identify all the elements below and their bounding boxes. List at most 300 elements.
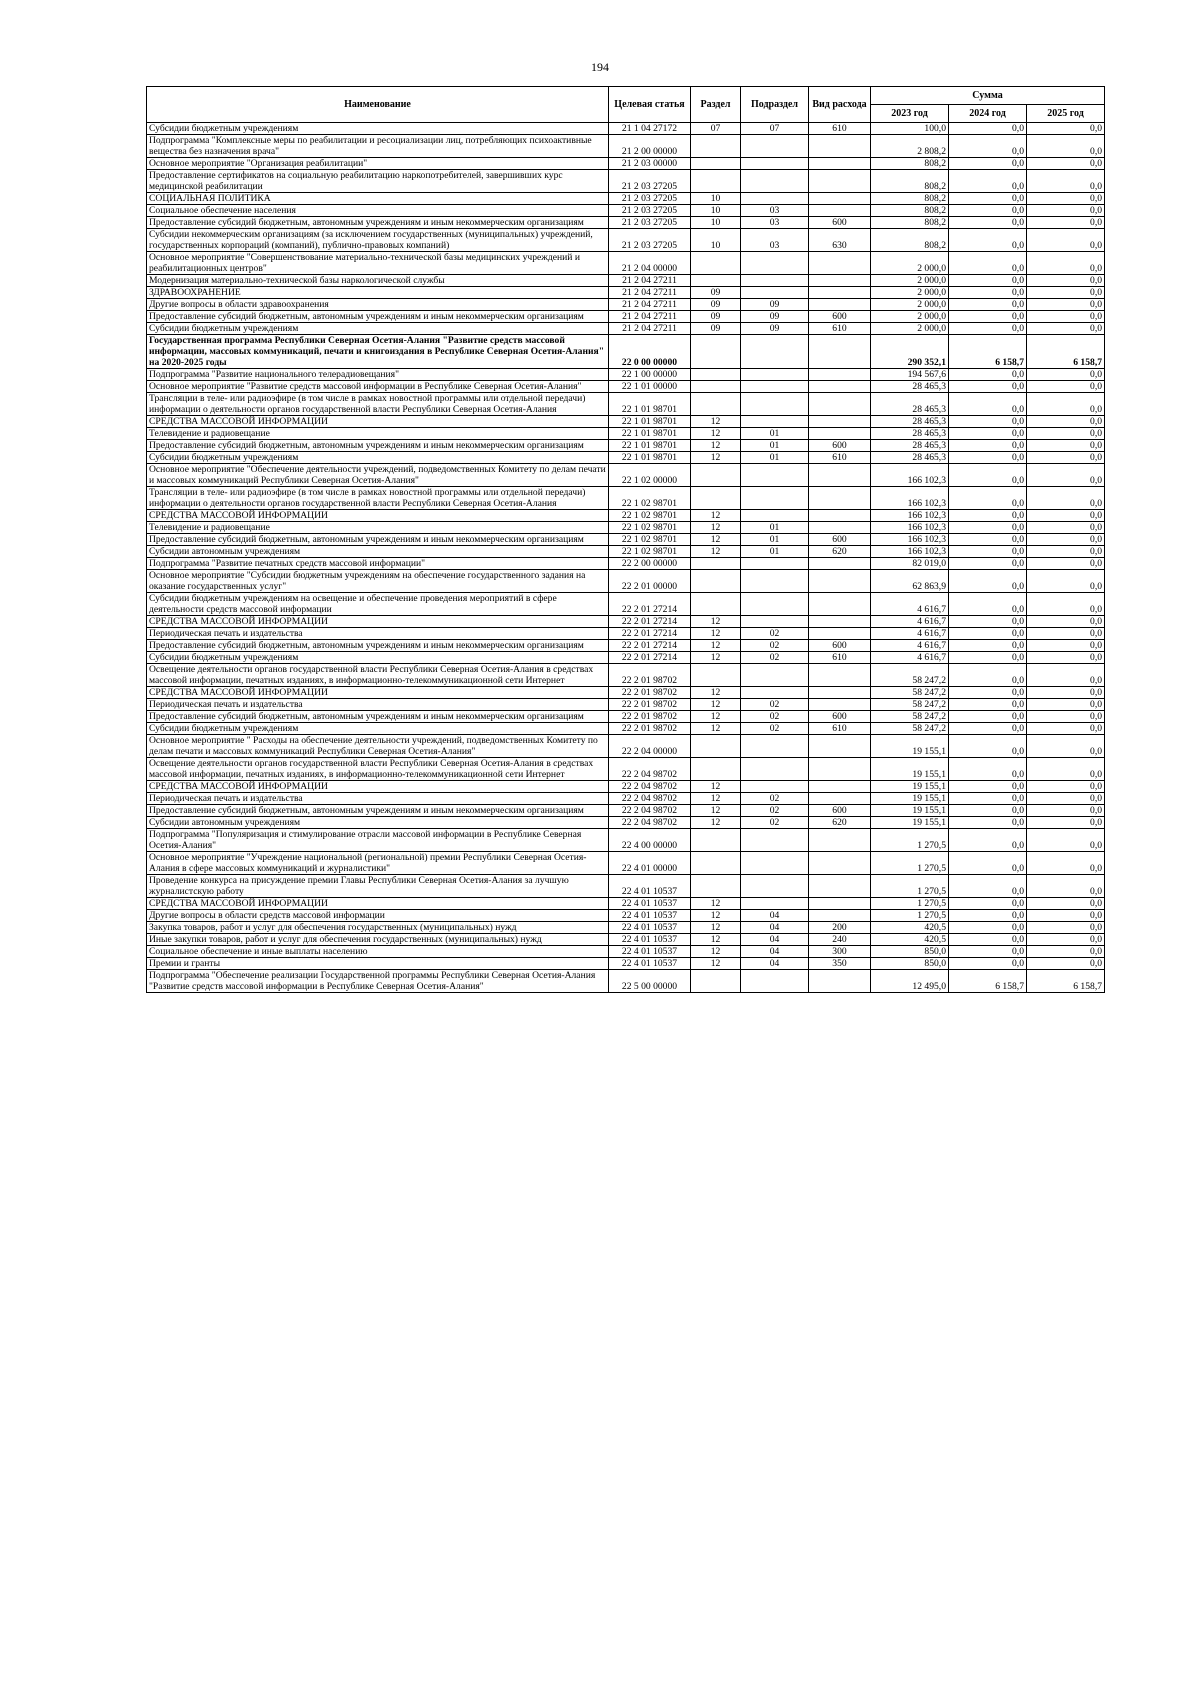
row-sum-2023-cell: 2 000,0 (871, 275, 949, 287)
row-section-cell (691, 393, 741, 416)
row-sum-2023-cell: 82 019,0 (871, 558, 949, 570)
row-expense-type-cell (809, 875, 871, 898)
row-name-cell: Подпрограмма "Обеспечение реализации Государственной программы Республики Северная Осетия-Алания "Развитие средств массовой информации в Республике Северная Осетия-Алания" (147, 970, 609, 993)
row-expense-type-cell: 200 (809, 922, 871, 934)
row-subsection-cell: 07 (741, 123, 809, 135)
row-sum-2024-cell: 0,0 (949, 217, 1027, 229)
row-sum-2025-cell: 0,0 (1027, 852, 1105, 875)
row-subsection-cell (741, 416, 809, 428)
row-expense-type-cell (809, 793, 871, 805)
row-sum-2024-cell: 0,0 (949, 311, 1027, 323)
row-subsection-cell: 01 (741, 428, 809, 440)
row-sum-2023-cell: 4 616,7 (871, 593, 949, 616)
row-expense-type-cell: 620 (809, 546, 871, 558)
table-row (147, 558, 1105, 570)
row-sum-2025-cell: 0,0 (1027, 464, 1105, 487)
table-row (147, 711, 1105, 723)
row-sum-2023-cell: 100,0 (871, 123, 949, 135)
row-sum-2023-cell: 1 270,5 (871, 829, 949, 852)
row-sum-2023-cell: 808,2 (871, 170, 949, 193)
row-sum-2025-cell: 0,0 (1027, 287, 1105, 299)
header-2023: 2023 год (871, 105, 949, 123)
row-code-cell: 22 4 00 00000 (609, 829, 691, 852)
table-row (147, 452, 1105, 464)
row-name-cell: СРЕДСТВА МАССОВОЙ ИНФОРМАЦИИ (147, 416, 609, 428)
row-expense-type-cell: 610 (809, 452, 871, 464)
row-subsection-cell: 01 (741, 534, 809, 546)
row-name-cell: Субсидии бюджетным учреждениям на освещение и обеспечение проведения мероприятий в сфере деятельности средств массовой информации (147, 593, 609, 616)
row-expense-type-cell: 350 (809, 958, 871, 970)
table-row (147, 852, 1105, 875)
row-code-cell: 22 2 04 98702 (609, 758, 691, 781)
row-sum-2025-cell: 0,0 (1027, 381, 1105, 393)
row-section-cell: 12 (691, 898, 741, 910)
row-expense-type-cell (809, 593, 871, 616)
row-subsection-cell: 02 (741, 711, 809, 723)
table-row (147, 440, 1105, 452)
row-code-cell: 21 2 03 27205 (609, 170, 691, 193)
row-sum-2024-cell: 0,0 (949, 875, 1027, 898)
row-code-cell: 22 2 01 00000 (609, 570, 691, 593)
table-row (147, 416, 1105, 428)
row-subsection-cell (741, 829, 809, 852)
table-row (147, 687, 1105, 699)
row-sum-2023-cell: 58 247,2 (871, 723, 949, 735)
row-subsection-cell: 02 (741, 628, 809, 640)
row-section-cell (691, 593, 741, 616)
row-subsection-cell (741, 875, 809, 898)
row-name-cell: СРЕДСТВА МАССОВОЙ ИНФОРМАЦИИ (147, 510, 609, 522)
row-subsection-cell: 01 (741, 522, 809, 534)
row-sum-2023-cell: 58 247,2 (871, 664, 949, 687)
table-row (147, 735, 1105, 758)
table-row (147, 252, 1105, 275)
row-sum-2025-cell: 0,0 (1027, 793, 1105, 805)
row-expense-type-cell (809, 287, 871, 299)
row-sum-2024-cell: 0,0 (949, 946, 1027, 958)
row-code-cell: 21 2 04 27211 (609, 287, 691, 299)
row-expense-type-cell (809, 252, 871, 275)
row-section-cell: 12 (691, 922, 741, 934)
row-expense-type-cell: 610 (809, 323, 871, 335)
row-section-cell: 12 (691, 628, 741, 640)
row-name-cell: Периодическая печать и издательства (147, 628, 609, 640)
row-sum-2025-cell: 0,0 (1027, 593, 1105, 616)
row-sum-2024-cell: 0,0 (949, 640, 1027, 652)
row-section-cell: 12 (691, 546, 741, 558)
row-subsection-cell (741, 193, 809, 205)
row-sum-2025-cell: 0,0 (1027, 229, 1105, 252)
row-sum-2025-cell: 0,0 (1027, 558, 1105, 570)
row-name-cell: СРЕДСТВА МАССОВОЙ ИНФОРМАЦИИ (147, 781, 609, 793)
row-sum-2025-cell: 0,0 (1027, 440, 1105, 452)
row-section-cell (691, 487, 741, 510)
table-row (147, 123, 1105, 135)
row-code-cell: 22 1 02 98701 (609, 487, 691, 510)
row-sum-2024-cell: 0,0 (949, 252, 1027, 275)
row-name-cell: Субсидии автономным учреждениям (147, 817, 609, 829)
row-sum-2024-cell: 0,0 (949, 735, 1027, 758)
table-row (147, 323, 1105, 335)
row-name-cell: Трансляции в теле- или радиоэфире (в том числе в рамках новостной программы или отдельной передачи) информации о деятельности органов государственной власти Республики Северная Осетия-Алания (147, 393, 609, 416)
row-code-cell: 21 2 04 27211 (609, 299, 691, 311)
row-subsection-cell: 01 (741, 440, 809, 452)
row-sum-2025-cell: 0,0 (1027, 735, 1105, 758)
row-section-cell (691, 464, 741, 487)
row-section-cell: 12 (691, 416, 741, 428)
row-subsection-cell (741, 970, 809, 993)
row-name-cell: Освещение деятельности органов государственной власти Республики Северная Осетия-Алания в средствах массовой информации, печатных изданиях, в информационно-телекоммуникационной сети Интернет (147, 758, 609, 781)
row-sum-2025-cell: 0,0 (1027, 640, 1105, 652)
row-section-cell: 12 (691, 934, 741, 946)
row-sum-2024-cell: 0,0 (949, 805, 1027, 817)
table-row (147, 534, 1105, 546)
row-section-cell: 09 (691, 323, 741, 335)
row-code-cell: 22 2 01 27214 (609, 593, 691, 616)
row-subsection-cell (741, 510, 809, 522)
row-expense-type-cell (809, 910, 871, 922)
row-name-cell: Другие вопросы в области средств массовой информации (147, 910, 609, 922)
row-section-cell: 12 (691, 946, 741, 958)
row-sum-2023-cell: 19 155,1 (871, 781, 949, 793)
row-expense-type-cell (809, 664, 871, 687)
row-sum-2025-cell: 0,0 (1027, 416, 1105, 428)
row-sum-2025-cell: 0,0 (1027, 898, 1105, 910)
row-name-cell: Освещение деятельности органов государственной власти Республики Северная Осетия-Алания в средствах массовой информации, печатных изданиях, в информационно-телекоммуникационной сети Интернет (147, 664, 609, 687)
row-section-cell: 12 (691, 699, 741, 711)
row-subsection-cell: 03 (741, 229, 809, 252)
row-code-cell: 22 5 00 00000 (609, 970, 691, 993)
row-sum-2025-cell: 0,0 (1027, 369, 1105, 381)
table-row (147, 898, 1105, 910)
row-name-cell: СРЕДСТВА МАССОВОЙ ИНФОРМАЦИИ (147, 898, 609, 910)
row-sum-2024-cell: 0,0 (949, 287, 1027, 299)
row-name-cell: Подпрограмма "Комплексные меры по реабилитации и ресоциализации лиц, потребляющих психоактивные вещества без назначения врача" (147, 135, 609, 158)
row-expense-type-cell (809, 558, 871, 570)
row-code-cell: 22 2 01 27214 (609, 616, 691, 628)
row-code-cell: 22 4 01 10537 (609, 922, 691, 934)
row-subsection-cell (741, 570, 809, 593)
row-sum-2023-cell: 2 808,2 (871, 135, 949, 158)
row-sum-2023-cell: 808,2 (871, 229, 949, 252)
table-row (147, 664, 1105, 687)
row-section-cell: 12 (691, 793, 741, 805)
row-code-cell: 21 2 04 27211 (609, 311, 691, 323)
row-sum-2025-cell: 0,0 (1027, 170, 1105, 193)
row-code-cell: 22 1 00 00000 (609, 369, 691, 381)
row-sum-2025-cell: 0,0 (1027, 252, 1105, 275)
row-sum-2025-cell: 6 158,7 (1027, 335, 1105, 369)
table-row (147, 628, 1105, 640)
row-sum-2025-cell: 0,0 (1027, 311, 1105, 323)
row-sum-2025-cell: 0,0 (1027, 687, 1105, 699)
row-code-cell: 22 1 02 98701 (609, 546, 691, 558)
row-sum-2024-cell: 0,0 (949, 711, 1027, 723)
row-section-cell: 12 (691, 711, 741, 723)
row-sum-2023-cell: 28 465,3 (871, 452, 949, 464)
row-section-cell: 12 (691, 452, 741, 464)
row-sum-2024-cell: 0,0 (949, 369, 1027, 381)
row-sum-2025-cell: 0,0 (1027, 829, 1105, 852)
row-sum-2025-cell: 0,0 (1027, 922, 1105, 934)
row-section-cell: 12 (691, 652, 741, 664)
row-sum-2025-cell: 0,0 (1027, 487, 1105, 510)
row-sum-2023-cell: 808,2 (871, 193, 949, 205)
row-subsection-cell: 02 (741, 723, 809, 735)
row-code-cell: 22 2 00 00000 (609, 558, 691, 570)
row-section-cell (691, 829, 741, 852)
row-subsection-cell (741, 369, 809, 381)
row-sum-2023-cell: 4 616,7 (871, 652, 949, 664)
table-row (147, 510, 1105, 522)
row-code-cell: 22 1 01 98701 (609, 393, 691, 416)
row-subsection-cell: 03 (741, 217, 809, 229)
row-code-cell: 22 2 04 98702 (609, 781, 691, 793)
row-expense-type-cell (809, 193, 871, 205)
row-sum-2025-cell: 0,0 (1027, 158, 1105, 170)
row-expense-type-cell: 600 (809, 711, 871, 723)
row-name-cell: Предоставление субсидий бюджетным, автономным учреждениям и иным некоммерческим организациям (147, 217, 609, 229)
row-code-cell: 21 2 04 00000 (609, 252, 691, 275)
header-2025: 2025 год (1027, 105, 1105, 123)
row-sum-2025-cell: 0,0 (1027, 570, 1105, 593)
row-section-cell (691, 158, 741, 170)
row-sum-2023-cell: 194 567,6 (871, 369, 949, 381)
row-name-cell: Основное мероприятие "Учреждение национальной (региональной) премии Республики Северная Осетия-Алания в сфере массовых коммуникаций и журналистики" (147, 852, 609, 875)
row-expense-type-cell (809, 687, 871, 699)
row-sum-2024-cell: 0,0 (949, 487, 1027, 510)
row-sum-2024-cell: 0,0 (949, 158, 1027, 170)
row-subsection-cell (741, 593, 809, 616)
table-row (147, 910, 1105, 922)
page-number: 194 (591, 60, 609, 74)
row-sum-2024-cell: 0,0 (949, 723, 1027, 735)
row-sum-2023-cell: 808,2 (871, 158, 949, 170)
row-subsection-cell: 04 (741, 958, 809, 970)
table-row (147, 546, 1105, 558)
table-row (147, 817, 1105, 829)
table-row (147, 640, 1105, 652)
row-sum-2025-cell: 0,0 (1027, 205, 1105, 217)
row-expense-type-cell: 620 (809, 817, 871, 829)
row-section-cell (691, 335, 741, 369)
row-section-cell (691, 970, 741, 993)
row-name-cell: Подпрограмма "Популяризация и стимулирование отрасли массовой информации в Республике Северная Осетия-Алания" (147, 829, 609, 852)
row-sum-2023-cell: 19 155,1 (871, 805, 949, 817)
row-sum-2023-cell: 1 270,5 (871, 852, 949, 875)
row-code-cell: 22 1 02 00000 (609, 464, 691, 487)
row-sum-2023-cell: 4 616,7 (871, 628, 949, 640)
row-subsection-cell: 02 (741, 699, 809, 711)
row-sum-2024-cell: 0,0 (949, 628, 1027, 640)
row-section-cell: 09 (691, 287, 741, 299)
row-name-cell: Субсидии бюджетным учреждениям (147, 652, 609, 664)
row-expense-type-cell: 610 (809, 652, 871, 664)
row-sum-2024-cell: 0,0 (949, 781, 1027, 793)
row-expense-type-cell: 240 (809, 934, 871, 946)
row-code-cell: 21 2 04 27211 (609, 275, 691, 287)
row-expense-type-cell (809, 522, 871, 534)
row-expense-type-cell (809, 781, 871, 793)
row-code-cell: 22 2 04 00000 (609, 735, 691, 758)
row-section-cell: 10 (691, 205, 741, 217)
row-subsection-cell (741, 735, 809, 758)
row-expense-type-cell: 600 (809, 440, 871, 452)
row-sum-2023-cell: 62 863,9 (871, 570, 949, 593)
row-code-cell: 21 2 03 27205 (609, 193, 691, 205)
row-subsection-cell (741, 335, 809, 369)
row-section-cell: 12 (691, 534, 741, 546)
header-2024: 2024 год (949, 105, 1027, 123)
row-expense-type-cell (809, 275, 871, 287)
row-sum-2025-cell: 0,0 (1027, 534, 1105, 546)
row-sum-2023-cell: 2 000,0 (871, 252, 949, 275)
table-row (147, 311, 1105, 323)
row-expense-type-cell (809, 616, 871, 628)
row-name-cell: Предоставление субсидий бюджетным, автономным учреждениям и иным некоммерческим организациям (147, 534, 609, 546)
row-subsection-cell: 04 (741, 934, 809, 946)
row-sum-2024-cell: 0,0 (949, 135, 1027, 158)
row-code-cell: 22 2 01 98702 (609, 723, 691, 735)
row-sum-2023-cell: 4 616,7 (871, 616, 949, 628)
row-sum-2024-cell: 0,0 (949, 534, 1027, 546)
row-section-cell (691, 758, 741, 781)
row-subsection-cell (741, 758, 809, 781)
row-name-cell: СРЕДСТВА МАССОВОЙ ИНФОРМАЦИИ (147, 687, 609, 699)
row-expense-type-cell (809, 299, 871, 311)
row-sum-2024-cell: 0,0 (949, 452, 1027, 464)
table-row (147, 381, 1105, 393)
row-code-cell: 22 1 01 98701 (609, 452, 691, 464)
row-sum-2024-cell: 0,0 (949, 546, 1027, 558)
table-row (147, 922, 1105, 934)
row-sum-2025-cell: 0,0 (1027, 510, 1105, 522)
row-section-cell: 10 (691, 193, 741, 205)
row-section-cell: 12 (691, 958, 741, 970)
row-code-cell: 22 4 01 10537 (609, 898, 691, 910)
row-subsection-cell (741, 381, 809, 393)
row-expense-type-cell (809, 205, 871, 217)
row-name-cell: Субсидии автономным учреждениям (147, 546, 609, 558)
row-name-cell: Модернизация материально-технической базы наркологической службы (147, 275, 609, 287)
header-sum: Сумма (871, 87, 1105, 105)
row-sum-2024-cell: 0,0 (949, 123, 1027, 135)
row-subsection-cell: 04 (741, 922, 809, 934)
row-expense-type-cell: 630 (809, 229, 871, 252)
row-sum-2025-cell: 0,0 (1027, 275, 1105, 287)
row-sum-2024-cell: 0,0 (949, 205, 1027, 217)
row-sum-2023-cell: 4 616,7 (871, 640, 949, 652)
row-name-cell: Основное мероприятие "Обеспечение деятельности учреждений, подведомственных Комитету по делам печати и массовых коммуникаций Республики Северная Осетия-Алания" (147, 464, 609, 487)
row-expense-type-cell (809, 570, 871, 593)
row-section-cell: 12 (691, 781, 741, 793)
row-name-cell: СРЕДСТВА МАССОВОЙ ИНФОРМАЦИИ (147, 616, 609, 628)
row-section-cell: 12 (691, 522, 741, 534)
row-subsection-cell: 02 (741, 793, 809, 805)
budget-table (146, 86, 1105, 993)
row-code-cell: 22 2 01 98702 (609, 687, 691, 699)
row-sum-2025-cell: 0,0 (1027, 193, 1105, 205)
row-name-cell: Премии и гранты (147, 958, 609, 970)
row-expense-type-cell (809, 381, 871, 393)
row-section-cell: 12 (691, 687, 741, 699)
row-sum-2025-cell: 0,0 (1027, 723, 1105, 735)
row-section-cell: 12 (691, 640, 741, 652)
row-code-cell: 22 4 01 10537 (609, 946, 691, 958)
row-code-cell: 21 2 04 27211 (609, 323, 691, 335)
row-section-cell: 09 (691, 299, 741, 311)
row-sum-2024-cell: 0,0 (949, 934, 1027, 946)
row-sum-2024-cell: 0,0 (949, 758, 1027, 781)
row-sum-2025-cell: 0,0 (1027, 958, 1105, 970)
row-subsection-cell (741, 464, 809, 487)
row-section-cell: 10 (691, 217, 741, 229)
row-section-cell (691, 875, 741, 898)
row-sum-2024-cell: 0,0 (949, 323, 1027, 335)
table-row (147, 369, 1105, 381)
row-expense-type-cell (809, 510, 871, 522)
table-row (147, 875, 1105, 898)
row-sum-2025-cell: 0,0 (1027, 135, 1105, 158)
row-sum-2023-cell: 166 102,3 (871, 546, 949, 558)
row-expense-type-cell (809, 852, 871, 875)
row-section-cell (691, 369, 741, 381)
row-subsection-cell (741, 487, 809, 510)
row-sum-2024-cell: 0,0 (949, 299, 1027, 311)
table-row (147, 805, 1105, 817)
table-body (147, 123, 1105, 993)
row-expense-type-cell (809, 369, 871, 381)
row-sum-2023-cell: 1 270,5 (871, 875, 949, 898)
row-name-cell: Субсидии бюджетным учреждениям (147, 323, 609, 335)
row-sum-2023-cell: 850,0 (871, 946, 949, 958)
row-sum-2024-cell: 0,0 (949, 464, 1027, 487)
row-subsection-cell: 09 (741, 299, 809, 311)
table-row (147, 275, 1105, 287)
row-section-cell (691, 735, 741, 758)
row-name-cell: Телевидение и радиовещание (147, 428, 609, 440)
row-name-cell: Основное мероприятие " Расходы на обеспечение деятельности учреждений, подведомственных Комитету по делам печати и массовых коммуникаций Республики Северная Осетия-Алания" (147, 735, 609, 758)
row-sum-2023-cell: 2 000,0 (871, 299, 949, 311)
table-row (147, 958, 1105, 970)
table-row (147, 946, 1105, 958)
row-expense-type-cell (809, 416, 871, 428)
row-subsection-cell: 02 (741, 652, 809, 664)
row-code-cell: 22 1 02 98701 (609, 510, 691, 522)
row-expense-type-cell (809, 428, 871, 440)
row-code-cell: 22 2 01 27214 (609, 640, 691, 652)
table-row (147, 193, 1105, 205)
row-section-cell (691, 570, 741, 593)
row-subsection-cell (741, 393, 809, 416)
table-row (147, 593, 1105, 616)
row-sum-2024-cell: 0,0 (949, 416, 1027, 428)
row-expense-type-cell: 600 (809, 217, 871, 229)
row-sum-2024-cell: 0,0 (949, 793, 1027, 805)
row-subsection-cell: 04 (741, 910, 809, 922)
row-expense-type-cell: 600 (809, 805, 871, 817)
row-code-cell: 22 1 02 98701 (609, 534, 691, 546)
row-sum-2024-cell: 6 158,7 (949, 970, 1027, 993)
row-sum-2023-cell: 19 155,1 (871, 758, 949, 781)
row-expense-type-cell (809, 135, 871, 158)
row-sum-2023-cell: 166 102,3 (871, 510, 949, 522)
row-expense-type-cell: 600 (809, 534, 871, 546)
row-subsection-cell: 02 (741, 805, 809, 817)
row-sum-2025-cell: 0,0 (1027, 299, 1105, 311)
row-sum-2023-cell: 58 247,2 (871, 687, 949, 699)
row-sum-2025-cell: 0,0 (1027, 323, 1105, 335)
